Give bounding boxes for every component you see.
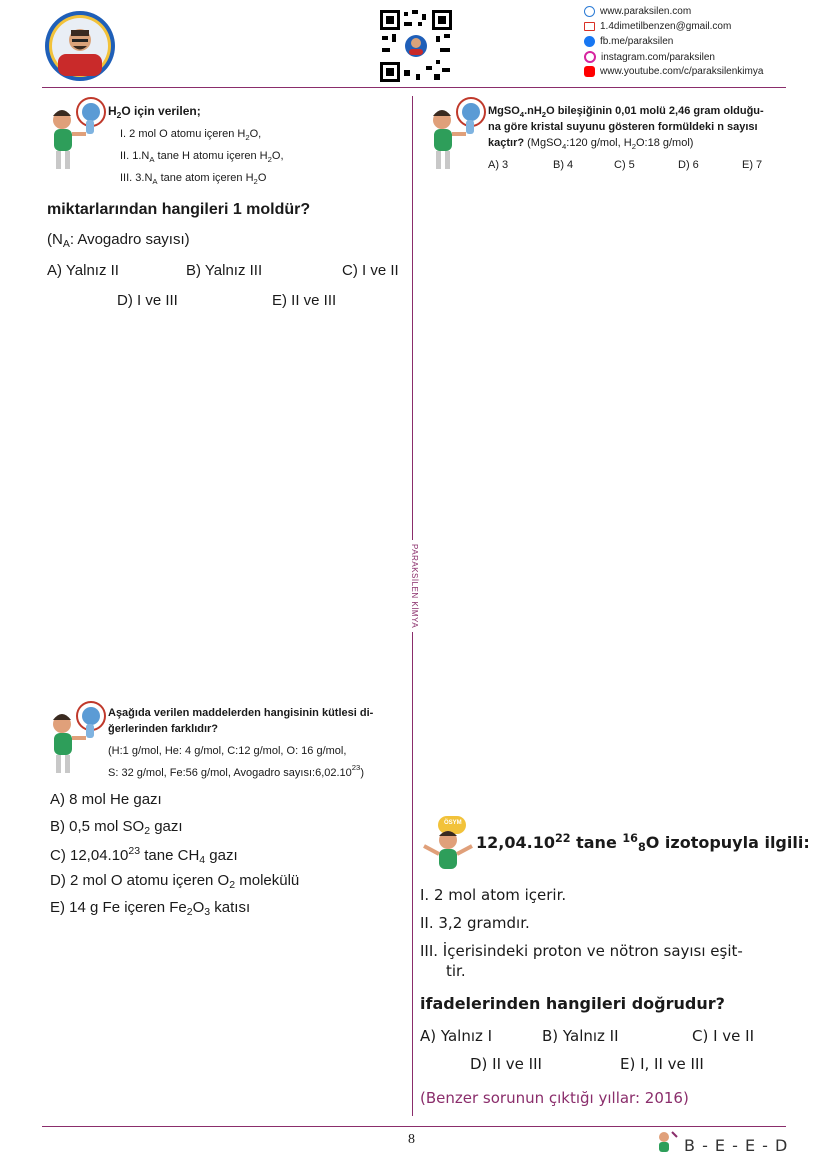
osym-badge: ÖSYM (444, 820, 462, 826)
side-label: PARAKSİLEN KİMYA (405, 540, 419, 632)
q4-item-2: II. 3,2 gramdır. (420, 914, 530, 932)
q2-stem-line2: na göre kristal suyunu gösteren formüldeki n sayısı (488, 121, 758, 133)
contact-instagram[interactable]: instagram.com/paraksilen (584, 51, 715, 63)
q4-option-b[interactable]: B) Yalnız II (542, 1027, 619, 1045)
footer-divider (42, 1126, 786, 1127)
page-number: 8 (408, 1132, 415, 1147)
q3-option-e[interactable]: E) 14 g Fe içeren $Fe_2O_3$ katısı (50, 899, 251, 918)
facebook-icon (584, 36, 595, 47)
q4-option-a[interactable]: A) Yalnız I (420, 1027, 493, 1045)
teacher-character-icon (426, 96, 486, 178)
q3-option-a[interactable]: A) 8 mol He gazı (50, 791, 162, 808)
globe-icon (584, 6, 595, 17)
q4-question: ifadelerinden hangileri doğrudur? (420, 994, 725, 1013)
q3-data-line1: (H:1 g/mol, He: 4 g/mol, C:12 g/mol, O: 16 g/mol, (108, 745, 347, 757)
contact-email[interactable]: 1.4dimetilbenzen@gmail.com (584, 21, 731, 32)
contact-facebook[interactable]: fb.me/paraksilen (584, 36, 673, 47)
teacher-character-icon (46, 96, 106, 178)
q2-option-a[interactable]: A) 3 (488, 159, 509, 171)
q2-option-c[interactable]: C) 5 (614, 159, 635, 171)
q4-item-1: I. 2 mol atom içerir. (420, 886, 567, 904)
youtube-icon (584, 66, 595, 77)
q4-option-e[interactable]: E) I, II ve III (620, 1055, 704, 1073)
q1-option-a[interactable]: A) Yalnız II (47, 262, 119, 279)
q3-option-b[interactable]: B) 0,5 mol $SO_2$ gazı (50, 818, 183, 837)
q1-option-c[interactable]: C) I ve II (342, 262, 399, 279)
q1-stem: $H_2O$ için verilen; (108, 104, 201, 120)
contact-website[interactable]: www.paraksilen.com (584, 6, 691, 17)
q3-stem-line2: ğerlerinden farklıdır? (108, 723, 219, 735)
q4-years-note: (Benzer sorunun çıktığı yıllar: 2016) (420, 1089, 689, 1107)
instagram-icon (584, 51, 596, 63)
q4-title: 12,04.10$^{22}$ tane $^{16}_8$O izotopuyla ilgili: (476, 832, 810, 854)
mail-icon (584, 22, 595, 31)
q1-item-1: I. 2 mol O atomu içeren $H_2O$, (120, 128, 262, 142)
q2-option-d[interactable]: D) 6 (678, 159, 699, 171)
q2-stem-line1: $MgSO_4.nH_2O$ bileşiğinin 0,01 molü 2,46 gram olduğu- (488, 105, 764, 119)
q3-option-d[interactable]: D) 2 mol O atomu içeren $O_2$ molekülü (50, 872, 300, 891)
q1-option-b[interactable]: B) Yalnız III (186, 262, 263, 279)
q4-option-d[interactable]: D) II ve III (470, 1055, 542, 1073)
q1-item-2: II. $1.N_A$ tane H atomu içeren $H_2O$, (120, 150, 284, 164)
header-divider (42, 87, 786, 88)
q4-item-3: III. İçerisindeki proton ve nötron sayısı eşit- (420, 942, 743, 960)
q2-stem-line3: kaçtır? (MgSO$_4$:120 g/mol, $H_2O:18$ g/mol) (488, 137, 694, 151)
q2-option-e[interactable]: E) 7 (742, 159, 763, 171)
q1-note: ($N_A$: Avogadro sayısı) (47, 231, 190, 250)
answer-key: B - E - E - D (684, 1136, 789, 1155)
q3-data-line2: S: 32 g/mol, Fe:56 g/mol, Avogadro sayısı:6,02.10$^{23}$) (108, 763, 365, 779)
teacher-character-icon (46, 700, 106, 782)
answer-key-icon (654, 1128, 680, 1156)
q4-item-3-cont: tir. (446, 962, 466, 980)
q1-item-3: III. $3.N_A$ tane atom içeren $H_2O$ (120, 172, 267, 186)
q1-question: miktarlarından hangileri 1 moldür? (47, 201, 311, 218)
q1-option-e[interactable]: E) II ve III (272, 292, 337, 309)
q4-option-c[interactable]: C) I ve II (692, 1027, 755, 1045)
contact-youtube[interactable]: www.youtube.com/c/paraksilenkimya (584, 66, 763, 77)
q3-stem-line1: Aşağıda verilen maddelerden hangisinin kütlesi di- (108, 707, 374, 719)
author-avatar (44, 8, 116, 84)
q1-option-d[interactable]: D) I ve III (117, 292, 178, 309)
q3-option-c[interactable]: C) 12,04.10$^{23}$ tane $CH_4$ gazı (50, 845, 238, 866)
qr-code[interactable] (378, 8, 454, 84)
q2-option-b[interactable]: B) 4 (553, 159, 574, 171)
